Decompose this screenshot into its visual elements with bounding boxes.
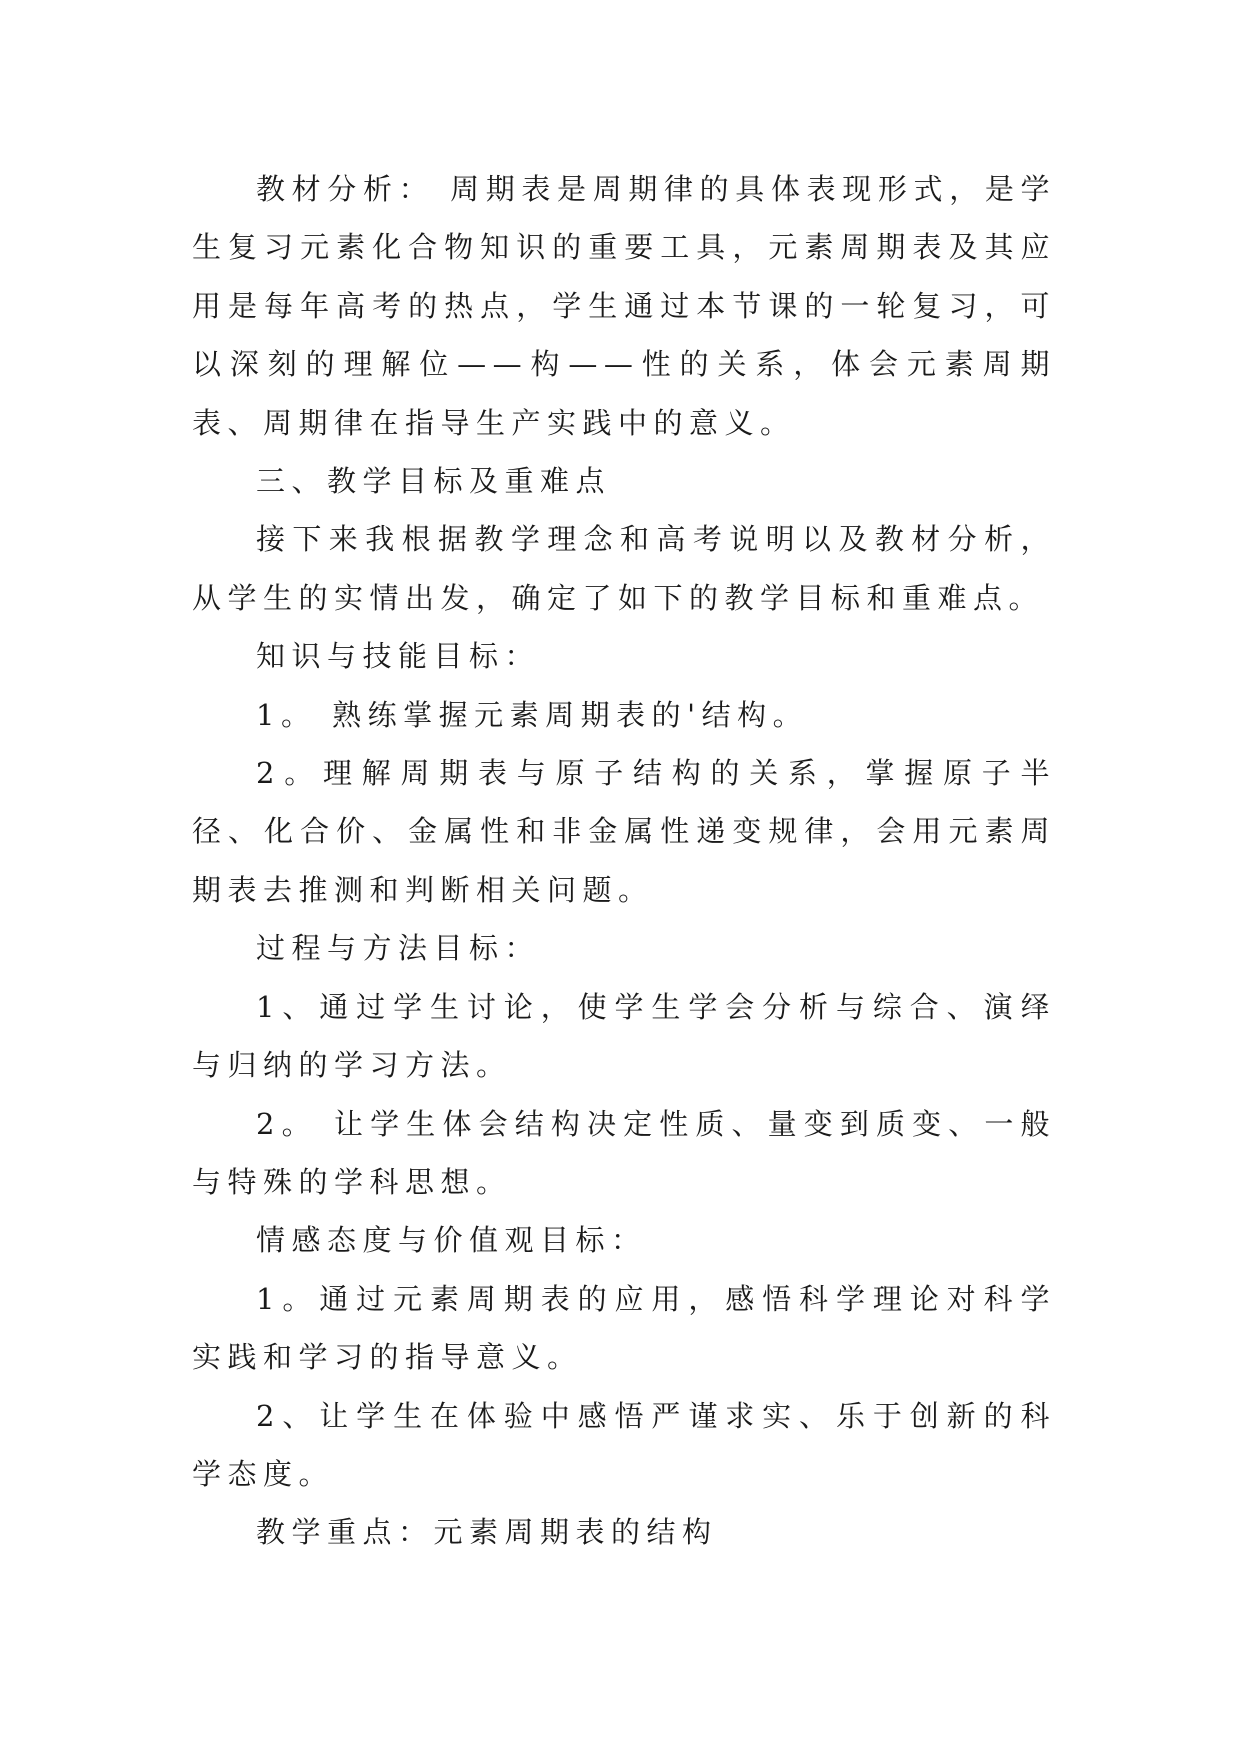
knowledge-item-1: 1。 熟练掌握元素周期表的'结构。 bbox=[256, 697, 809, 732]
paragraph-intro-objectives: 接下来我根据教学理念和高考说明以及教材分析，从学生的实情出发，确定了如下的教学目标和重难点。 bbox=[192, 522, 1056, 615]
emotion-item-2: 2、让学生在体验中感悟严谨求实、乐于创新的科学态度。 bbox=[192, 1398, 1056, 1491]
process-item-2: 2。 让学生体会结构决定性质、量变到质变、一般与特殊的学科思想。 bbox=[192, 1106, 1056, 1199]
knowledge-item-2: 2。理解周期表与原子结构的关系，掌握原子半径、化合价、金属性和非金属性递变规律，会用元素周期表去推测和判断相关问题。 bbox=[192, 756, 1056, 907]
heading-process-method: 过程与方法目标： bbox=[256, 931, 541, 966]
document-body bbox=[192, 160, 1056, 1562]
paragraph-textbook-analysis: 教材分析： 周期表是周期律的具体表现形式，是学生复习元素化合物知识的重要工具，元素周期表及其应用是每年高考的热点，学生通过本节课的一轮复习，可以深刻的理解位——构——性的关系，体会元素周期表、周期律在指导生产实践中的意义。 bbox=[192, 172, 1056, 440]
section-heading-objectives: 三、教学目标及重难点 bbox=[256, 464, 612, 499]
process-item-1: 1、通过学生讨论，使学生学会分析与综合、演绎与归纳的学习方法。 bbox=[192, 989, 1056, 1083]
emotion-item-1: 1。通过元素周期表的应用，感悟科学理论对科学实践和学习的指导意义。 bbox=[192, 1281, 1056, 1375]
heading-emotion-values: 情感态度与价值观目标： bbox=[256, 1223, 647, 1258]
heading-knowledge-skills: 知识与技能目标： bbox=[256, 639, 541, 674]
teaching-focus: 教学重点：元素周期表的结构 bbox=[256, 1515, 718, 1550]
